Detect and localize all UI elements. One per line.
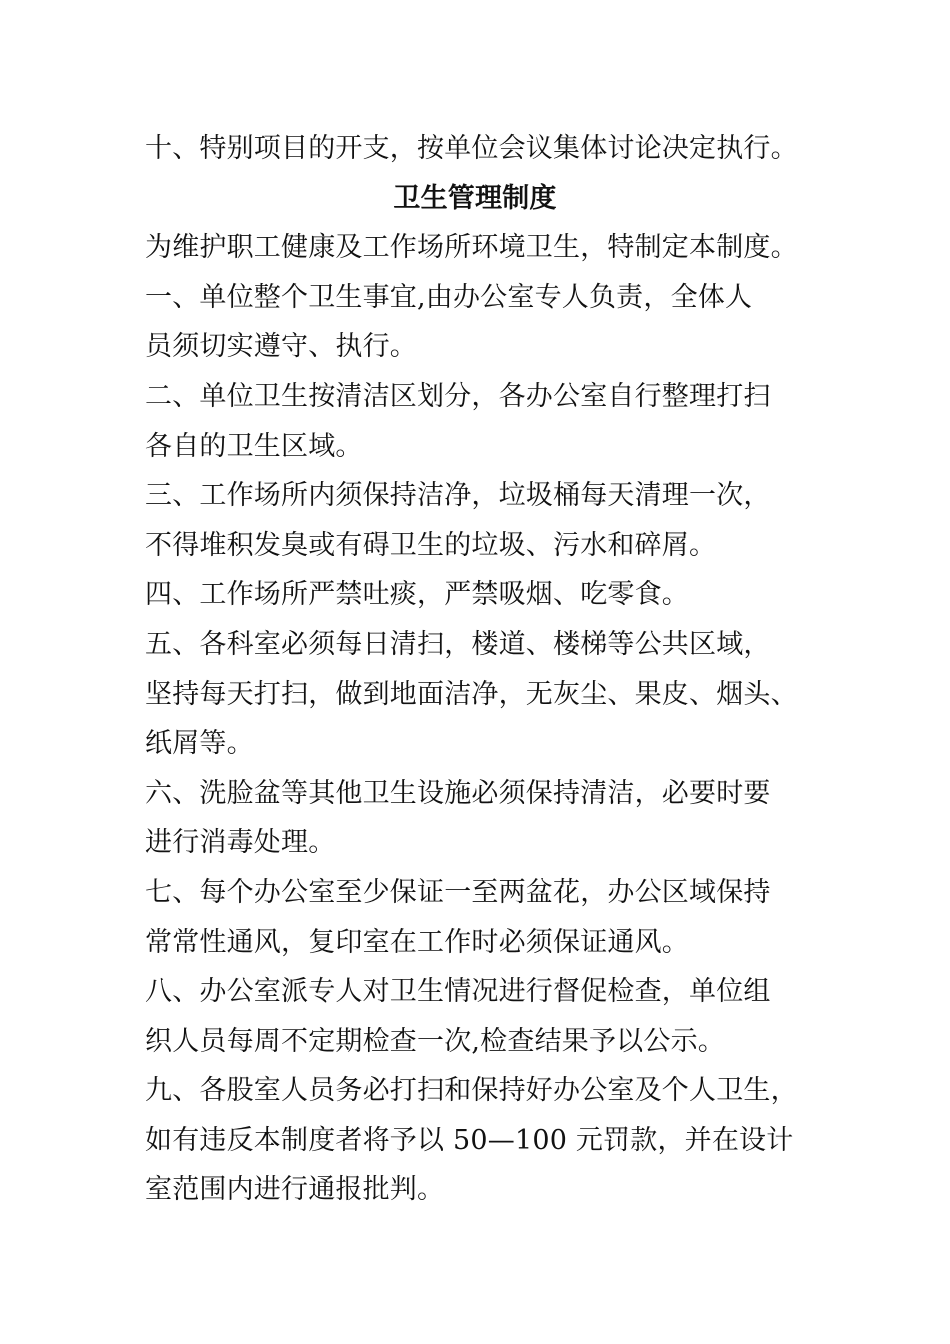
rule-1-line-2: 员须切实遵守、执行。 — [145, 331, 417, 363]
section-title: 卫生管理制度 — [393, 182, 557, 214]
rule-1-line-1: 一、单位整个卫生事宜,由办公室专人负责，全体人 — [145, 281, 753, 313]
rule-5-line-1: 五、各科室必须每日清扫，楼道、楼梯等公共区域， — [145, 628, 771, 660]
rule-8-line-1: 八、办公室派专人对卫生情况进行督促检查，单位组 — [145, 976, 771, 1008]
rule-2-line-1: 二、单位卫生按清洁区划分，各办公室自行整理打扫 — [145, 380, 771, 412]
document-body — [145, 124, 835, 1215]
rule-6-line-2: 进行消毒处理。 — [145, 827, 336, 859]
paragraph-item-10-end: 十、特别项目的开支，按单位会议集体讨论决定执行。 — [145, 133, 798, 164]
rule-6-line-1: 六、洗脸盆等其他卫生设施必须保持清洁，必要时要 — [145, 777, 771, 809]
rule-4-line-1: 四、工作场所严禁吐痰，严禁吸烟、吃零食。 — [145, 579, 689, 611]
rule-5-line-2: 坚持每天打扫，做到地面洁净，无灰尘、果皮、烟头、 — [145, 678, 798, 710]
rule-5-line-3: 纸屑等。 — [145, 728, 254, 760]
rule-2-line-2: 各自的卫生区域。 — [145, 430, 363, 462]
rule-3-line-1: 三、工作场所内须保持洁净，垃圾桶每天清理一次， — [145, 480, 771, 512]
rule-9-line-1: 九、各股室人员务必打扫和保持好办公室及个人卫生， — [145, 1075, 798, 1107]
rule-3-line-2: 不得堆积发臭或有碍卫生的垃圾、污水和碎屑。 — [145, 529, 717, 561]
rule-7-line-1: 七、每个办公室至少保证一至两盆花，办公区域保持 — [145, 876, 771, 908]
rule-8-line-2: 织人员每周不定期检查一次,检查结果予以公示。 — [145, 1025, 725, 1057]
intro-paragraph: 为维护职工健康及工作场所环境卫生，特制定本制度。 — [145, 232, 798, 264]
rule-9-line-2: 如有违反本制度者将予以 50—100 元罚款，并在设计 — [145, 1124, 794, 1156]
rule-9-line-3: 室范围内进行通报批判。 — [145, 1174, 445, 1206]
rule-7-line-2: 常常性通风，复印室在工作时必须保证通风。 — [145, 926, 689, 958]
